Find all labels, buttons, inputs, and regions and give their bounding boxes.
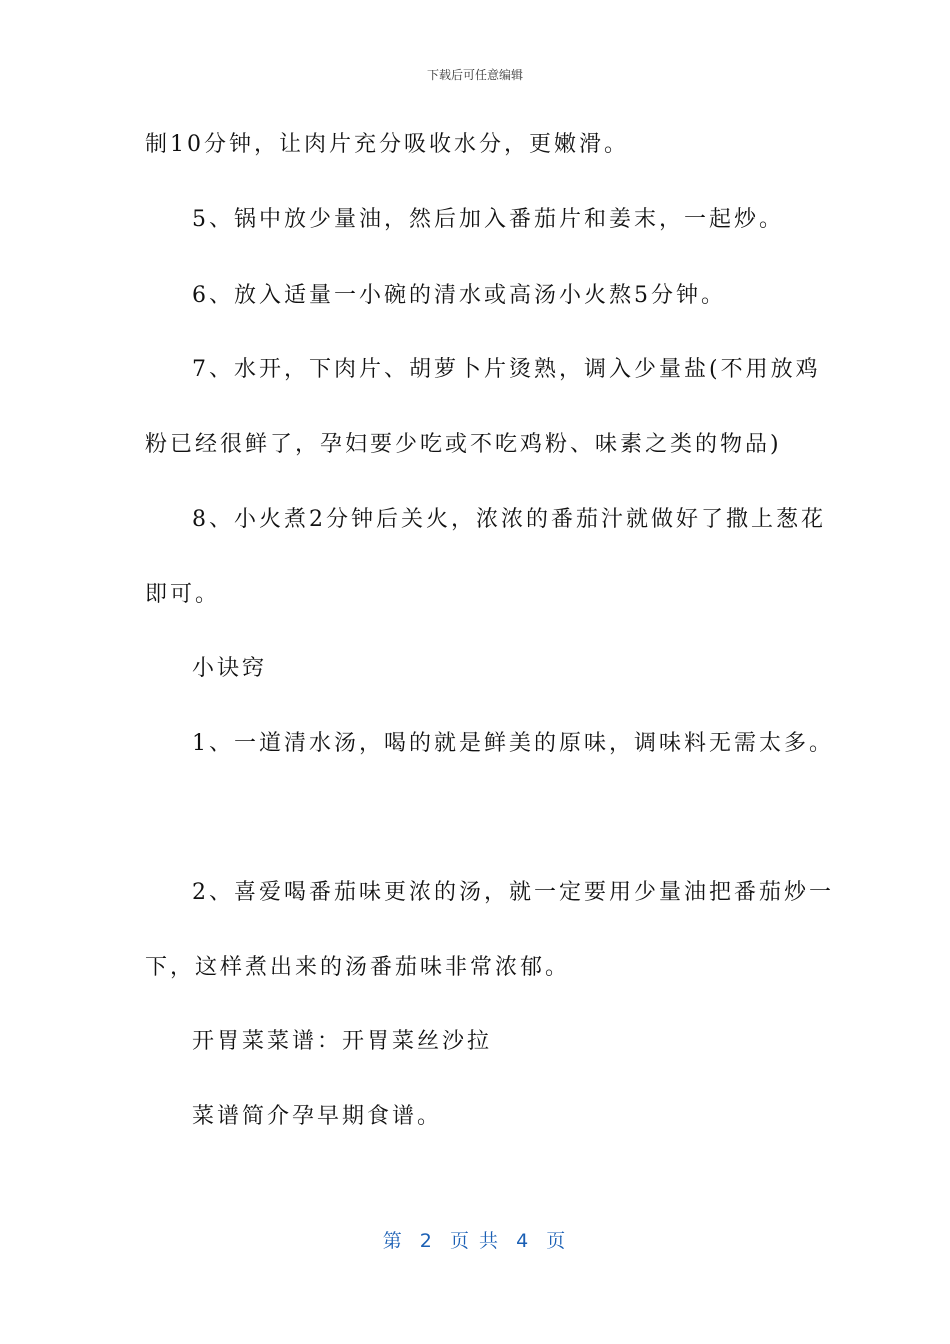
body-line: 2、喜爱喝番茄味更浓的汤，就一定要用少量油把番茄炒一 (192, 880, 834, 905)
body-line: 7、水开，下肉片、胡萝卜片烫熟，调入少量盐(不用放鸡 (192, 357, 821, 382)
page-number-footer: 第 2 页 共 4 页 (382, 1230, 568, 1252)
recipe-title: 开胃菜菜谱：开胃菜丝沙拉 (192, 1029, 493, 1054)
body-line: 即可。 (145, 582, 221, 607)
body-line: 8、小火煮2分钟后关火，浓浓的番茄汁就做好了撒上葱花 (192, 507, 826, 532)
body-line: 5、锅中放少量油，然后加入番茄片和姜末，一起炒。 (192, 207, 784, 232)
body-line: 制10分钟，让肉片充分吸收水分，更嫩滑。 (145, 132, 629, 157)
body-line: 6、放入适量一小碗的清水或高汤小火熬5分钟。 (192, 283, 726, 308)
body-line: 1、一道清水汤，喝的就是鲜美的原味，调味料无需太多。 (192, 731, 834, 756)
body-line: 粉已经很鲜了，孕妇要少吃或不吃鸡粉、味素之类的物品) (145, 432, 782, 457)
section-heading: 小诀窍 (192, 656, 268, 681)
body-line: 菜谱简介孕早期食谱。 (192, 1104, 443, 1129)
body-line: 下，这样煮出来的汤番茄味非常浓郁。 (145, 955, 571, 980)
page-header: 下载后可任意编辑 (426, 68, 523, 82)
